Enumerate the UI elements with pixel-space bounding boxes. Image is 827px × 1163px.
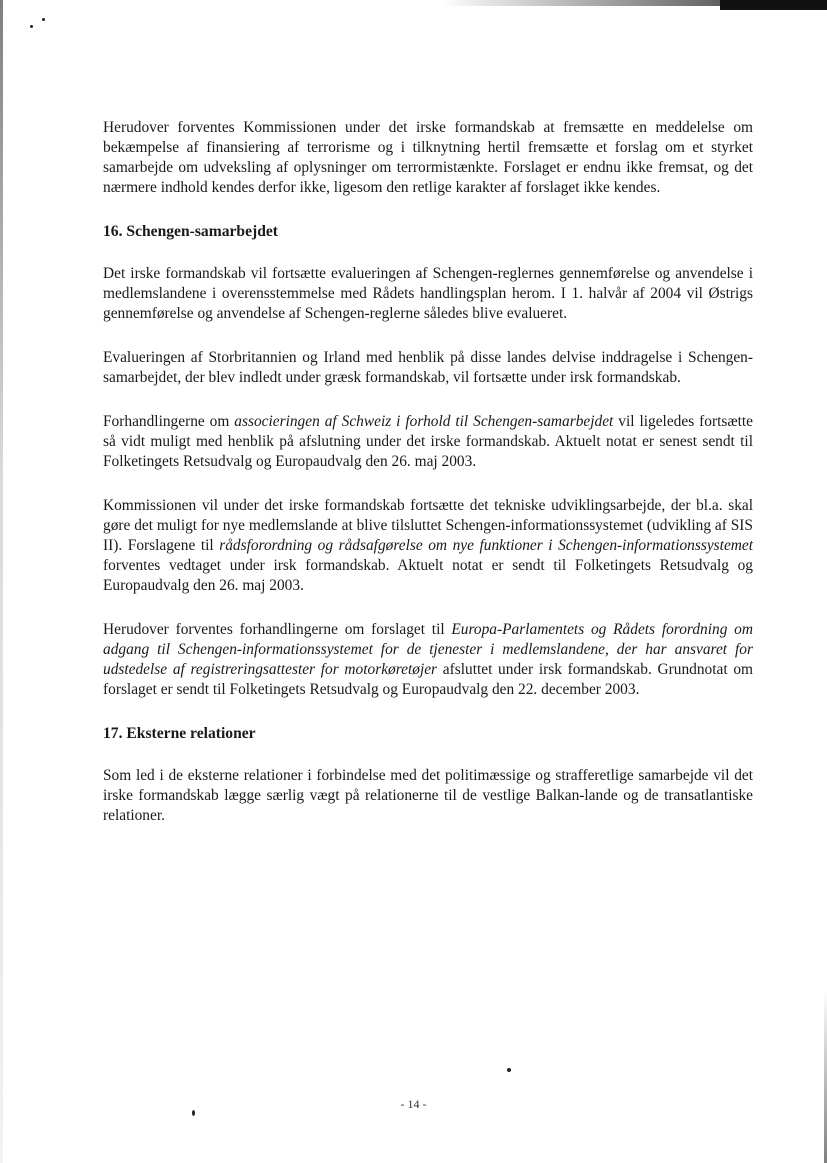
paragraph-uk-ireland: Evalueringen af Storbritannien og Irland med henblik på disse landes delvise inddragelse i Schengen-samarbejdet, der blev indledt under græsk formandskab, vil fortsætte under irsk formandskab. [103, 349, 753, 386]
text-run: forventes vedtaget under irsk formandskab. Aktuelt notat er sendt til Folketingets Retsudvalg og Europaudvalg den 26. maj 2003. [103, 557, 753, 594]
paragraph-sis-ii [103, 496, 753, 596]
document-body [103, 118, 753, 850]
text-run: Forhandlingerne om [103, 413, 235, 430]
paragraph-switzerland [103, 412, 753, 472]
scan-speck [507, 1068, 511, 1072]
paragraph-vehicle-registration [103, 620, 753, 700]
scan-speck [30, 25, 33, 28]
paragraph-terror-financing: Herudover forventes Kommissionen under det irske formandskab at fremsætte en meddelelse om bekæmpelse af finansiering af terrorisme og i tilknytning hertil fremsætte et forslag om et styrket samarbejde om udveksling af oplysninger om terrormistænkte. Forslaget er endnu ikke fremsat, og det nærmere indhold kendes derfor ikke, ligesom den retlige karakter af forslaget ikke kendes. [103, 119, 753, 196]
italic-run: rådsforordning og rådsafgørelse om nye funktioner i Schengen-informationssystemet [219, 537, 753, 554]
paragraph-schengen-evaluation: Det irske formandskab vil fortsætte evalueringen af Schengen-reglernes gennemførelse og anvendelse i medlemslandene i overensstemmelse med Rådets handlingsplan herom. I 1. halvår af 2004 vil Østrigs gennemførelse og anvendelse af Schengen-reglerne således blive evalueret. [103, 265, 753, 322]
section-heading-external-relations: 17. Eksterne relationer [103, 725, 256, 742]
text-run: afsluttet under irsk formandskab. Grundnotat om forslaget er sendt til Folketingets Retsudvalg og Europaudvalg den 22. december 2003. [103, 661, 754, 698]
paragraph-external-relations: Som led i de eksterne relationer i forbindelse med det politimæssige og strafferetlige samarbejde vil det irske formandskab lægge særlig vægt på relationerne til de vestlige Balkan-lande og de transatlantiske relationer. [103, 767, 753, 824]
italic-run: associeringen af Schweiz i forhold til Schengen-samarbejdet [234, 413, 614, 430]
italic-run: Europa-Parlamentets og Rådets forordning om adgang til Schengen-informationssystemet for de tjenester i medlemslandene, der har ansvaret for udstedelse af registreringsattester for motorkøretøjer [103, 621, 753, 678]
text-run: vil ligeledes fortsætte så vidt muligt med henblik på afslutning under det irske formandskab. Aktuelt notat er senest sendt til Folketingets Retsudvalg og Europaudvalg den 26. maj 2003. [103, 413, 753, 470]
scan-artifact-top-dark [720, 0, 827, 10]
text-run: Kommissionen vil under det irske formandskab fortsætte det tekniske udviklingsarbejde, der bl.a. skal gøre det muligt for nye medlemslande at blive tilsluttet Schengen-informationssystemet (udvikling af SIS II). Forslagene til [103, 497, 753, 554]
page-number: - 14 - [400, 1097, 427, 1111]
scan-artifact-left-edge [0, 0, 3, 1163]
section-heading-schengen: 16. Schengen-samarbejdet [103, 223, 278, 240]
text-run: Herudover forventes forhandlingerne om forslaget til [103, 621, 452, 638]
scan-speck [42, 18, 45, 21]
